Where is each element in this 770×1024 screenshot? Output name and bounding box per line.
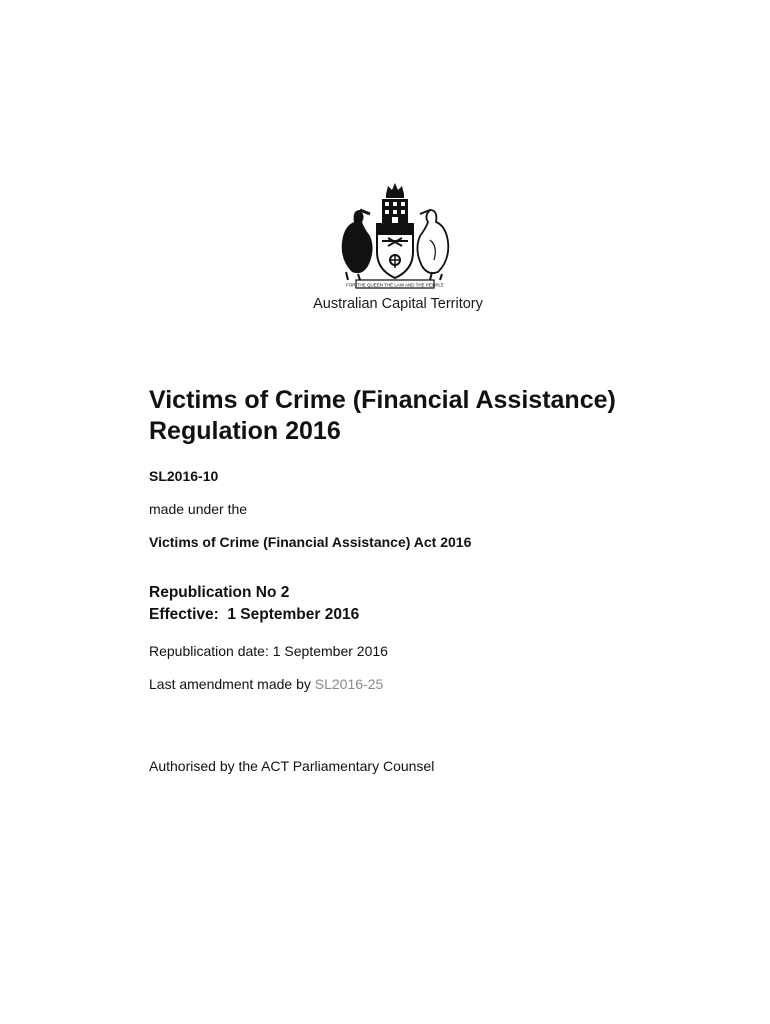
white-swan-icon <box>417 210 448 280</box>
effective-date: Effective: 1 September 2016 <box>149 606 360 623</box>
republication-number: Republication No 2 <box>149 584 290 601</box>
title-line-2: Regulation 2016 <box>149 417 341 445</box>
castle-icon <box>382 199 408 223</box>
title-page-content <box>149 385 729 774</box>
act-coat-of-arms-logo <box>330 180 460 295</box>
jurisdiction-name: Australian Capital Territory <box>313 296 483 312</box>
shield-icon <box>377 224 413 278</box>
crest-motto: FOR THE QUEEN THE LAW AND THE PEOPLE <box>346 282 444 288</box>
made-under-text: made under the <box>149 501 248 517</box>
act-name: Victims of Crime (Financial Assistance) Act 2016 <box>149 534 472 550</box>
document-title <box>149 385 729 447</box>
black-swan-icon <box>342 210 373 280</box>
motto-ribbon <box>346 280 444 288</box>
authorised-by: Authorised by the ACT Parliamentary Counsel <box>149 758 435 774</box>
crown-icon <box>386 183 404 198</box>
last-amendment-prefix: Last amendment made by <box>149 676 311 692</box>
republication-date: Republication date: 1 September 2016 <box>149 643 388 659</box>
sl-number: SL2016-10 <box>149 468 219 484</box>
last-amendment <box>149 676 729 692</box>
title-line-1: Victims of Crime (Financial Assistance) <box>149 386 616 414</box>
last-amendment-link[interactable]: SL2016-25 <box>314 676 384 692</box>
